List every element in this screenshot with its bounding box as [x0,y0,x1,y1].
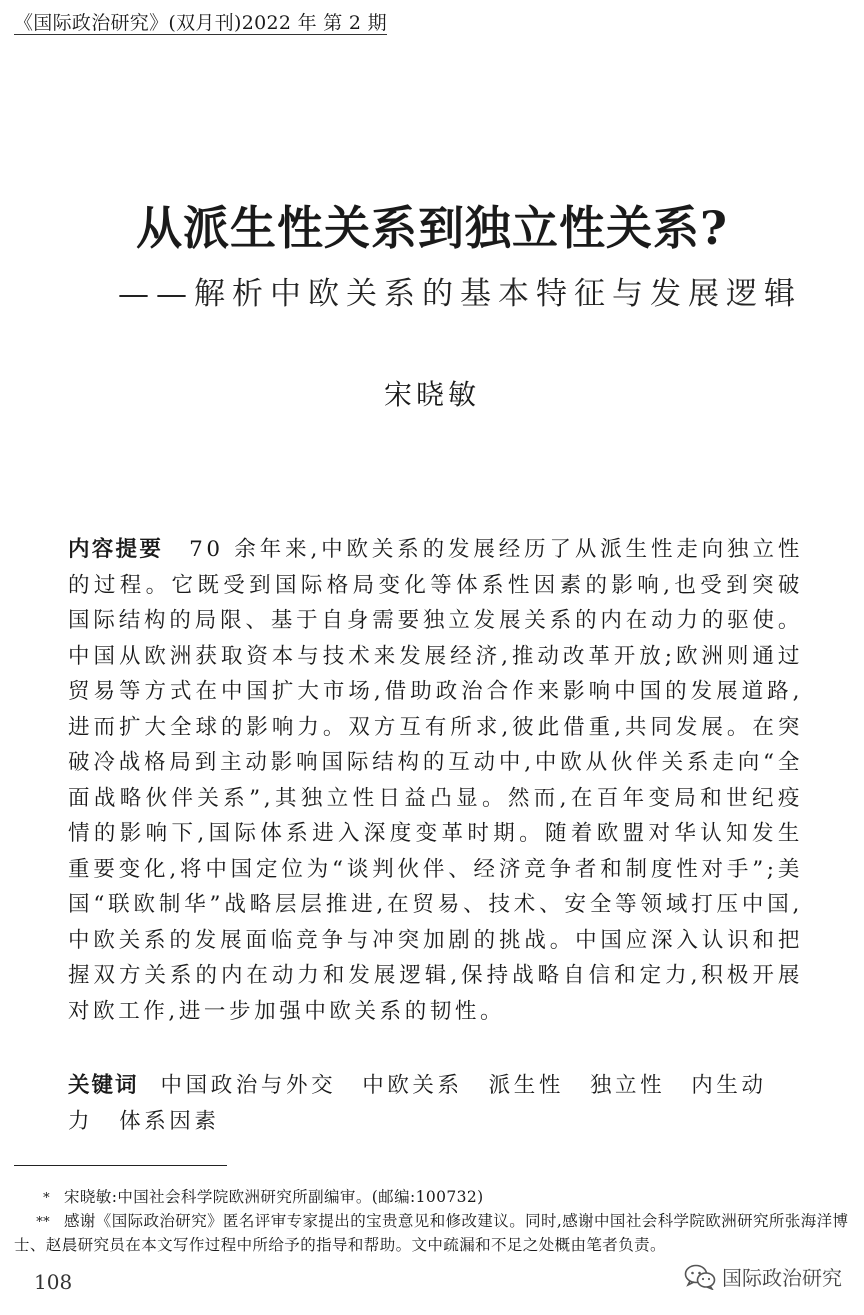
abstract-paragraph [68,532,803,1029]
abstract-label: 内容提要 [68,537,164,562]
keywords-section [68,1068,803,1139]
keyword: 中欧关系 [362,1073,463,1098]
keyword: 内生动力 [68,1073,767,1134]
footnote-mark: ** [36,1215,50,1230]
footnote [14,1186,856,1210]
footnote-mark: * [43,1191,50,1206]
article-subtitle: ——解析中欧关系的基本特征与发展逻辑 [118,276,802,312]
footnotes [14,1186,856,1256]
abstract-text: 70 余年来,中欧关系的发展经历了从派生性走向独立性的过程。它既受到国际格局变化等体系性因素的影响,也受到突破国际结构的局限、基于自身需要独立发展关系的内在动力的驱使。中国从欧洲获取资本与技术来发展经济,推动改革开放;欧洲则通过贸易等方式在中国扩大市场,借助政治合作来影响中国的发展道路,进而扩大全球的影响力。双方互有所求,彼此借重,共同发展。在突破冷战格局到主动影响国际结构的互动中,中欧从伙伴关系走向“全面战略伙伴关系”,其独立性日益凸显。然而,在百年变局和世纪疫情的影响下,国际体系进入深度变革时期。随着欧盟对华认知发生重要变化,将中国定位为“谈判伙伴、经济竞争者和制度性对手”;美国“联欧制华”战略层层推进,在贸易、技术、安全等领域打压中国,中欧关系的发展面临竞争与冲突加剧的挑战。中国应深入认识和把握双方关系的内在动力和发展逻辑,保持战略自信和定力,积极开展对欧工作,进一步加强中欧关系的韧性。 [68,537,803,1024]
watermark [684,1262,842,1291]
footnote-rule [14,1165,227,1166]
keyword: 中国政治与外交 [160,1073,337,1098]
watermark-text: 国际政治研究 [722,1266,842,1290]
article-title: 从派生性关系到独立性关系? [136,201,728,255]
journal-header: 《国际政治研究》(双月刊)2022 年 第 2 期 [14,12,387,34]
footnote-text: 感谢《国际政治研究》匿名评审专家提出的宝贵意见和修改建议。同时,感谢中国社会科学院欧洲研究所张海洋博士、赵晨研究员在本文写作过程中所给予的指导和帮助。文中疏漏和不足之处概由笔者负责。 [14,1212,849,1254]
keywords-label: 关键词 [68,1073,139,1098]
keyword: 体系因素 [119,1108,220,1134]
footnote-text: 宋晓敏:中国社会科学院欧洲研究所副编审。(邮编:100732) [64,1188,484,1206]
keyword: 独立性 [589,1073,666,1098]
keyword: 派生性 [488,1073,564,1098]
wechat-icon [684,1264,716,1290]
author-name: 宋晓敏 [383,378,480,411]
header-rule [14,34,387,35]
footnote [14,1210,856,1256]
page-number: 108 [34,1270,73,1294]
